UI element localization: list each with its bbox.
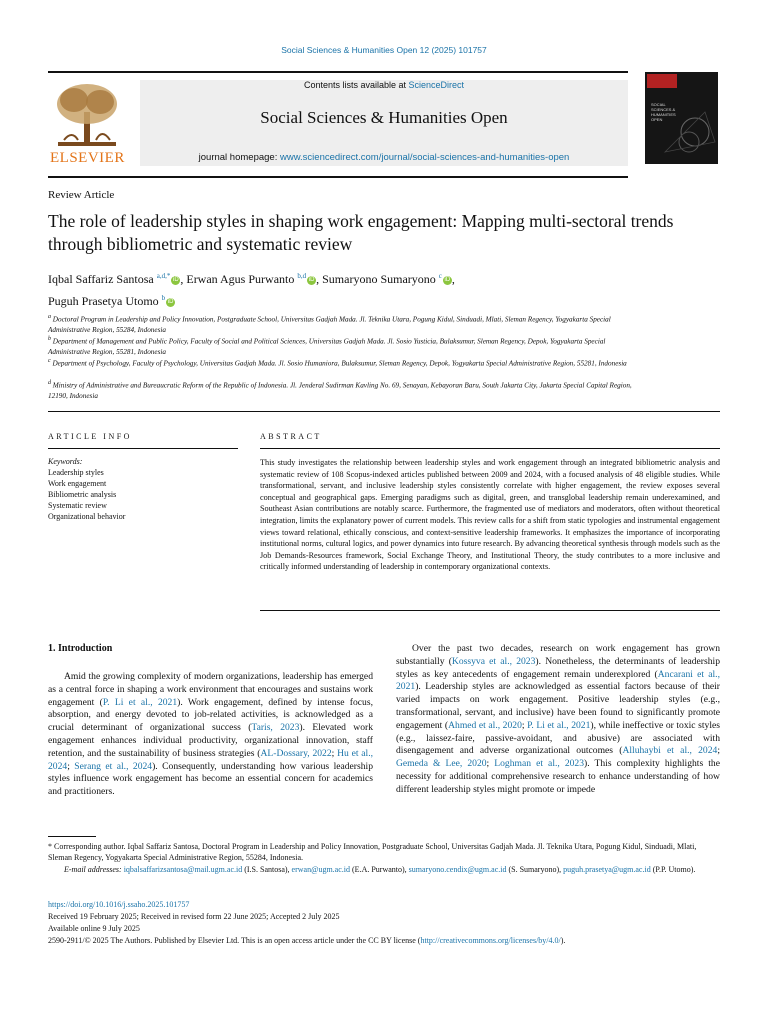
keyword: Leadership styles: [48, 468, 104, 477]
author-affiliation-sup[interactable]: c: [438, 272, 442, 280]
affiliation-sup: b: [48, 336, 51, 342]
article-info-rule: [48, 448, 238, 449]
citation-link[interactable]: Hu et al., 2024: [48, 747, 373, 772]
journal-homepage-link[interactable]: www.sciencedirect.com/journal/social-sciences-and-humanities-open: [279, 152, 570, 163]
affiliation: [48, 334, 648, 357]
author-name[interactable]: Puguh Prasetya Utomo: [48, 294, 159, 308]
author-affiliation-sup[interactable]: b,d: [297, 272, 307, 280]
keyword: Systematic review: [48, 501, 107, 510]
citation-link[interactable]: Gemeda & Lee, 2020: [396, 758, 487, 770]
sciencedirect-link[interactable]: ScienceDirect: [408, 80, 465, 90]
citation-link[interactable]: Alluhaybi et al., 2024: [622, 745, 718, 757]
header-rule-bottom: [48, 176, 628, 178]
journal-cover-image[interactable]: [645, 72, 718, 164]
received-dates: Received 19 February 2025; Received in revised form 22 June 2025; Accepted 2 July 2025: [48, 912, 340, 921]
author-name[interactable]: Erwan Agus Purwanto: [186, 272, 295, 286]
affiliation-sup: a: [48, 314, 51, 320]
cover-title: [651, 102, 676, 122]
keyword: Bibliometric analysis: [48, 490, 117, 499]
elsevier-tree-logo-icon: [52, 82, 122, 148]
intro-paragraph-right: [396, 643, 720, 797]
body-text: ;: [67, 760, 75, 772]
corresponding-author-note: * Corresponding author. Iqbal Saffariz Santosa, Doctoral Program in Leadership and Policy Innovation, Postgraduate School, Universitas Gadjah Mada. Jl. Teknika Utara, Pogung Kidul, Sinduadi, Mlati, Sleman Regency, Yogyakarta Special Administrative Region, 55284, Indonesia.: [48, 842, 697, 863]
footnote-rule: [48, 836, 96, 837]
orcid-icon[interactable]: iD: [167, 298, 174, 305]
contents-available-line: [140, 80, 628, 90]
body-text: ). This complexity highlights the necessity for additional comprehensive research to enhance understanding of how different leadership styles might promote or impede: [396, 758, 720, 795]
author-list: Iqbal Saffariz Santosa $^{a,d,*}$ iD , Erwan Agus Purwanto $^{b,d}$ iD , Sumaryono Sumaryono $^c$ iD , Puguh Prasetya Utomo $^b$ iD: [48, 272, 455, 308]
article-info-heading: ARTICLE INFO: [48, 432, 132, 441]
journal-homepage-line: [140, 152, 628, 163]
author-affiliation-sup[interactable]: b: [161, 294, 166, 302]
citation-link[interactable]: Taris, 2023: [251, 722, 300, 734]
body-text: ;: [331, 747, 338, 759]
body-text: ). Leadership styles are acknowledged as essential factors because of their varied impacts on work engagement. Positive leadership styles (e.g., transformational, servant, and inclusive) have been found to significantly promote engagement (: [396, 681, 720, 731]
affiliation-text: Ministry of Administrative and Bureaucratic Reform of the Republic of Indonesia. Jl. Jenderal Sudirman Kavling No. 69, Senayan, Kebayoran Baru, South Jakarta City, Jakarta Special Capital Region, 12190, Indonesia: [48, 381, 632, 400]
affiliation: [48, 356, 648, 369]
affiliation: [48, 312, 648, 335]
article-type: Review Article: [48, 189, 115, 201]
body-text: ).: [560, 936, 566, 945]
intro-paragraph-left: [48, 671, 373, 799]
publisher-logo-text: ELSEVIER: [50, 150, 125, 166]
citation-link[interactable]: erwan@ugm.ac.id: [291, 865, 351, 874]
available-online: Available online 9 July 2025: [48, 924, 140, 933]
body-text: ). Consequently, understanding how various leadership styles influence work engagement has become an essential concern for academics and practitioners.: [48, 760, 373, 798]
body-text: ;: [521, 719, 528, 731]
citation-link[interactable]: sumaryono.cendix@ugm.ac.id: [408, 865, 507, 874]
citation-link[interactable]: Ahmed et al., 2020: [448, 719, 522, 731]
body-text: ), while ineffective or toxic styles (e.g., laissez-faire, passive-avoidant, and abusive) are associated with disengagement and adverse organizational outcomes (: [396, 719, 720, 757]
body-text: (P.P. Utomo).: [650, 865, 696, 874]
journal-citation-link[interactable]: Social Sciences & Humanities Open 12 (2025) 101757: [281, 45, 487, 55]
orcid-icon[interactable]: iD: [444, 276, 451, 283]
email-list: [124, 865, 696, 874]
body-text: 2590-2911/© 2025 The Authors. Published by Elsevier Ltd. This is an open access article under the CC BY license (: [48, 936, 421, 945]
header-rule-top: [48, 71, 628, 73]
section-divider: [48, 411, 720, 412]
cover-line: SCIENCES &: [651, 107, 676, 112]
body-text: Over the past two decades, research on work engagement has grown substantially (: [396, 643, 720, 667]
author-name[interactable]: Iqbal Saffariz Santosa: [48, 272, 154, 286]
intro-heading: 1. Introduction: [48, 643, 113, 654]
abstract-rule: [260, 448, 720, 449]
citation-link[interactable]: Kossyva et al., 2023: [451, 655, 536, 667]
abstract-rule-bottom: [260, 610, 720, 611]
abstract-text: This study investigates the relationship between leadership styles and work engagement through an integrated bibliometric analysis and systematic review of 108 Scopus-indexed articles published between 2009 and 2024, with a focused analysis of 48 eligible studies. While transformational, servant, and inclusive leadership styles consistently correlate with higher engagement, the review exposes several conceptual and geographical gaps. Emerging paradigms such as digital, green, and transglobal leadership remain underexamined, and Southeast Asian contributions are notably scarce. Furthermore, the fragmented use of mediators and moderators, often without theoretical integration, limits the explanatory power of current models. This review calls for a shift from static typologies and instrumental engagement views toward relational, ethically conscious, and context-sensitive leadership frameworks. It emphasizes the importance of incorporating institutional norms, cultural logics, and power dynamics into future research. By advancing theoretical synthesis through models such as the Job Demands-Resources framework, Social Exchange Theory, and Institutional Theory, the study contributes to a more inclusive and critically informed understanding of leadership in contemporary organizational contexts.: [260, 458, 720, 572]
body-text: ;: [486, 758, 495, 770]
affiliation-text: Department of Management and Public Policy, Faculty of Social and Political Sciences, Universitas Gadjah Mada. Jl. Sosio Yusticia, Bulaksumur, Sleman Regency, Depok, Yogyakarta Special Administrative Region, 55281, Indonesia: [48, 337, 606, 356]
affiliation-sup: c: [48, 358, 51, 364]
citation-link[interactable]: http://creativecommons.org/licenses/by/4.0/: [420, 936, 561, 945]
keyword: Organizational behavior: [48, 512, 126, 521]
affiliation-text: Department of Psychology, Faculty of Psychology, Universitas Gadjah Mada. Jl. Sosio Humaniora, Bulaksumur, Sleman Regency, Depok, Yogyakarta Special Administrative Region, 55281, Indonesia: [52, 359, 627, 368]
affiliation-text: Doctoral Program in Leadership and Policy Innovation, Postgraduate School, Universitas Gadjah Mada. Jl. Teknika Utara, Pogung Kidul, Sinduadi, Mlati, Sleman Regency, Yogyakarta Special Administrative Region, 55284, Indonesia: [48, 315, 611, 334]
contents-prefix: Contents lists available at: [303, 80, 409, 90]
body-text: (E.A. Purwanto),: [350, 865, 409, 874]
abstract-heading: ABSTRACT: [260, 432, 322, 441]
body-text: ). Elevated work engagement enhances individual productivity, organizational innovation, staff retention, and the sustainability of business strategies (: [48, 722, 373, 759]
email-label: E-mail addresses:: [64, 865, 122, 874]
citation-link[interactable]: P. Li et al., 2021: [102, 696, 178, 708]
body-text: Amid the growing complexity of modern organizations, leadership has emerged as a central force in shaping a work environment that encourages and sustains work engagement (: [48, 671, 373, 708]
article-title: The role of leadership styles in shaping work engagement: Mapping multi-sectoral trends through bibliometric and systematic review: [48, 211, 674, 254]
affiliation-sup: d: [48, 380, 51, 386]
journal-title: Social Sciences & Humanities Open: [260, 108, 508, 127]
keywords-block: [48, 456, 238, 522]
orcid-icon[interactable]: iD: [173, 276, 179, 283]
keyword: Work engagement: [48, 479, 107, 488]
citation-link[interactable]: Serang et al., 2024: [74, 760, 153, 772]
keywords-label: Keywords:: [48, 457, 83, 466]
cover-line: HUMANITIES: [651, 112, 676, 117]
body-text: (S. Sumaryono),: [506, 865, 564, 874]
cover-line: SOCIAL: [651, 102, 666, 107]
body-text: (I.S. Santosa),: [242, 865, 292, 874]
email-addresses: [48, 864, 720, 875]
citation-link[interactable]: Loghman et al., 2023: [494, 758, 585, 770]
doi-link[interactable]: https://doi.org/10.1016/j.ssaho.2025.101757: [48, 900, 190, 909]
affiliation: [48, 378, 648, 401]
orcid-icon[interactable]: iD: [308, 276, 315, 283]
citation-link[interactable]: P. Li et al., 2021: [527, 719, 591, 731]
homepage-prefix: journal homepage:: [198, 152, 280, 163]
license-line: [48, 935, 738, 946]
body-text: ;: [717, 745, 720, 757]
citation-link[interactable]: puguh.prasetya@ugm.ac.id: [563, 865, 651, 874]
citation-link[interactable]: iqbalsaffarizsantosa@mail.ugm.ac.id: [123, 865, 243, 874]
body-text: ). Nonetheless, the determinants of leadership styles as key antecedents of engagement remain underexplored (: [396, 655, 720, 680]
author-name[interactable]: Sumaryono Sumaryono: [322, 272, 436, 286]
author-affiliation-sup[interactable]: a,d,*: [156, 272, 171, 280]
cover-line: OPEN: [651, 117, 663, 122]
citation-link[interactable]: AL-Dossary, 2022: [260, 747, 332, 759]
citation-link[interactable]: Ancarani et al., 2021: [396, 668, 720, 693]
body-text: ). Work engagement, defined by intense focus, absorption, and energy devoted to job-related activities, is acknowledged as a crucial determinant of organizational success (: [48, 696, 373, 734]
